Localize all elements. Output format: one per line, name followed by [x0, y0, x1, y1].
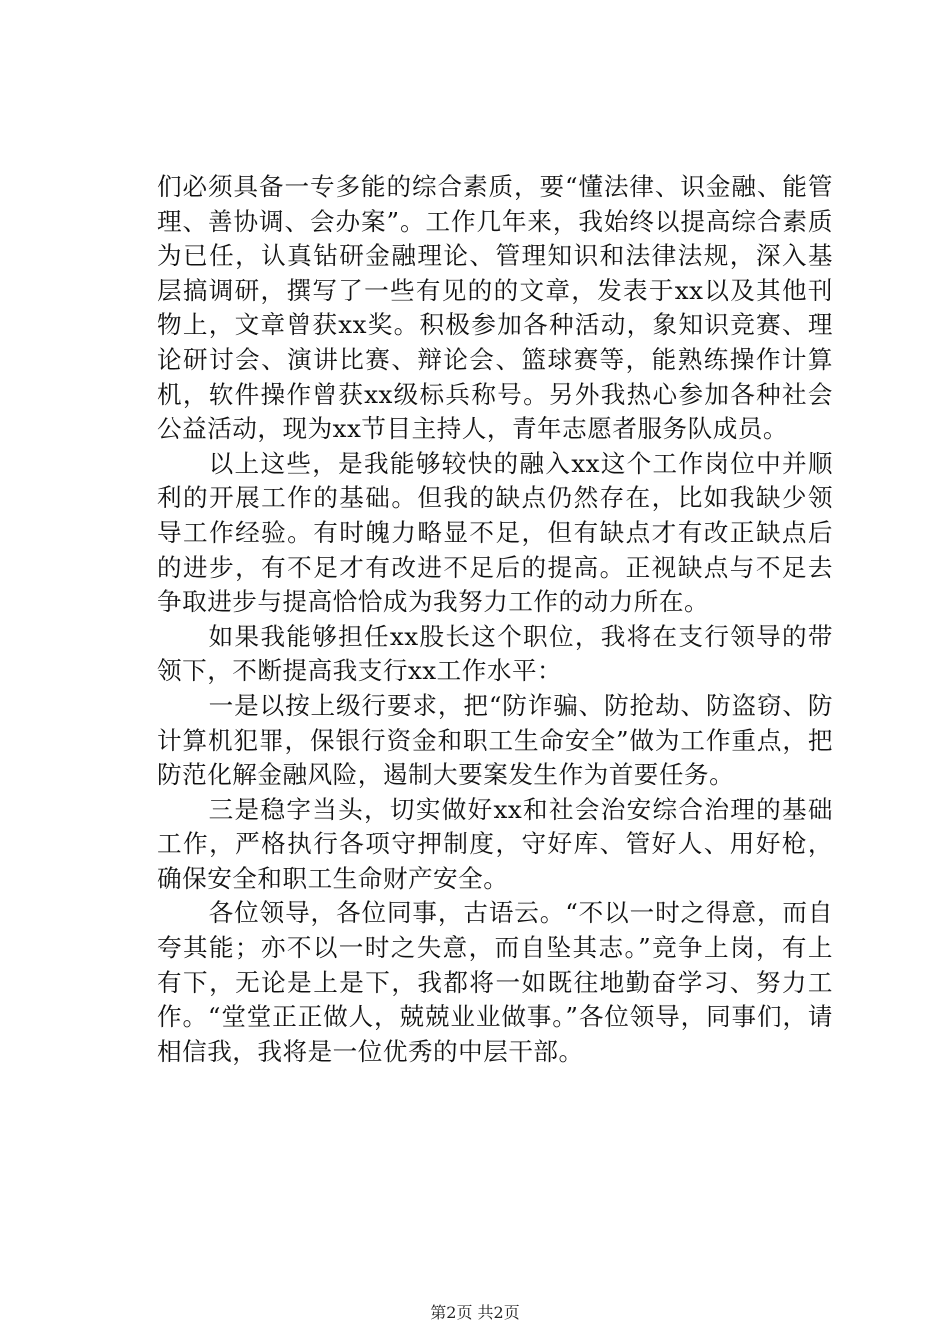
paragraph-commitment-intro: 如果我能够担任xx股长这个职位，我将在支行领导的带领下，不断提高我支行xx工作水平： [157, 621, 833, 686]
paragraph-point-three: 三是稳字当头，切实做好xx和社会治安综合治理的基础工作，严格执行各项守押制度，守好库、管好人、用好枪，确保安全和职工生命财产安全。 [157, 794, 833, 893]
paragraph-continued: 们必须具备一专多能的综合素质，要“懂法律、识金融、能管理、善协调、会办案”。工作几年来，我始终以提高综合素质为已任，认真钻研金融理论、管理知识和法律法规，深入基层搞调研，撰写了一些有见的的文章，发表于xx以及其他刊物上，文章曾获xx奖。积极参加各种活动，象知识竞赛、理论研讨会、演讲比赛、辩论会、篮球赛等，能熟练操作计算机，软件操作曾获xx级标兵称号。另外我热心参加各种社会公益活动，现为xx节目主持人，青年志愿者服务队成员。 [157, 172, 833, 444]
document-body [157, 170, 833, 1069]
page-footer: 第2页 共2页 [430, 1303, 520, 1322]
paragraph-strengths-summary: 以上这些，是我能够较快的融入xx这个工作岗位中并顺利的开展工作的基础。但我的缺点仍然存在，比如我缺少领导工作经验。有时魄力略显不足，但有缺点才有改正缺点后的进步，有不足才有改进不足后的提高。正视缺点与不足去争取进步与提高恰恰成为我努力工作的动力所在。 [157, 448, 833, 617]
paragraph-point-one: 一是以按上级行要求，把“防诈骗、防抢劫、防盗窃、防计算机犯罪，保银行资金和职工生命安全”做为工作重点，把防范化解金融风险，遏制大要案发生作为首要任务。 [157, 690, 833, 790]
paragraph-closing: 各位领导，各位同事，古语云。“不以一时之得意，而自夸其能；亦不以一时之失意，而自坠其志。”竞争上岗，有上有下，无论是上是下，我都将一如既往地勤奋学习、努力工作。“堂堂正正做人，兢兢业业做事。”各位领导，同事们，请相信我，我将是一位优秀的中层干部。 [157, 898, 833, 1066]
